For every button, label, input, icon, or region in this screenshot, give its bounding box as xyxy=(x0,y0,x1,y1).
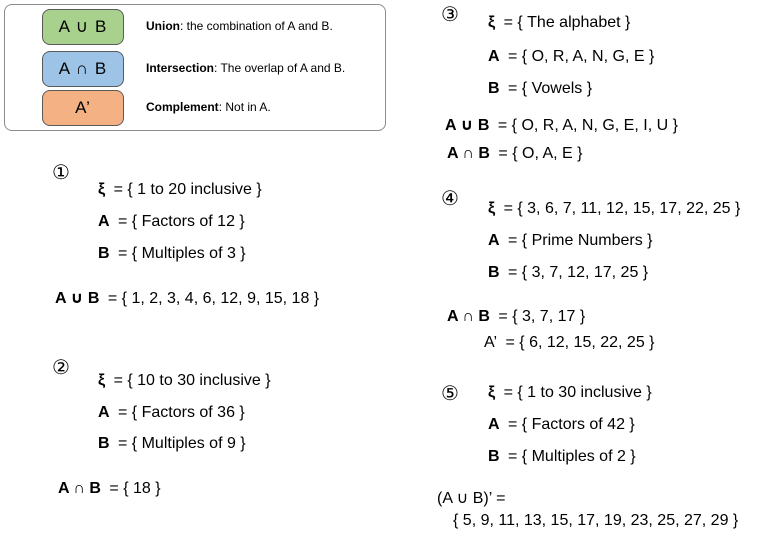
union-desc: : the combination of A and B. xyxy=(180,19,333,33)
intersection-term: Intersection xyxy=(146,61,215,75)
q2-set-a xyxy=(98,404,245,422)
q5-set-a-value: = { Factors of 42 } xyxy=(508,416,635,433)
question-2-number: ② xyxy=(52,355,70,379)
complement-desc: : Not in A. xyxy=(218,100,271,114)
q3-answer-union-label: A ∪ B xyxy=(445,117,490,134)
set-a-label: A xyxy=(98,404,110,421)
q5-answer-value: { 5, 9, 11, 13, 15, 17, 19, 23, 25, 27, 29 } xyxy=(453,512,739,529)
q1-set-a xyxy=(98,213,245,231)
q4-answer-intersection-value: = { 3, 7, 17 } xyxy=(498,308,586,325)
q3-set-a xyxy=(488,48,654,66)
set-a-label: A xyxy=(488,232,500,249)
q2-universal-value: = { 10 to 30 inclusive } xyxy=(113,372,271,389)
q1-answer xyxy=(55,288,319,308)
q3-set-b xyxy=(488,80,592,98)
q1-answer-label: A ∪ B xyxy=(55,290,100,307)
q4-answer-complement xyxy=(484,334,655,352)
xi-symbol: ξ xyxy=(98,372,106,389)
q1-set-a-value: = { Factors of 12 } xyxy=(118,213,245,230)
q4-answer-intersection-label: A ∩ B xyxy=(447,308,490,325)
q5-universal-set xyxy=(488,384,652,402)
set-a-label: A xyxy=(488,48,500,65)
union-symbol-box: A ∪ B xyxy=(42,9,124,45)
q5-set-b xyxy=(488,448,636,466)
q4-universal-value: = { 3, 6, 7, 11, 12, 15, 17, 22, 25 } xyxy=(503,200,741,217)
q3-answer-union-value: = { O, R, A, N, G, E, I, U } xyxy=(497,117,678,134)
xi-symbol: ξ xyxy=(488,200,496,217)
xi-symbol: ξ xyxy=(488,14,496,31)
q2-answer xyxy=(58,480,161,498)
q3-universal-set xyxy=(488,14,630,32)
q5-set-a xyxy=(488,416,635,434)
q3-answer-intersection xyxy=(447,145,582,163)
q3-answer-intersection-value: = { O, A, E } xyxy=(498,145,583,162)
complement-definition xyxy=(146,100,271,114)
intersection-desc: : The overlap of A and B. xyxy=(214,61,346,75)
set-a-label: A xyxy=(488,416,500,433)
union-term: Union xyxy=(146,19,180,33)
q4-answer-complement-label: A’ xyxy=(484,334,498,351)
q4-answer-complement-value: = { 6, 12, 15, 22, 25 } xyxy=(505,334,655,351)
set-b-label: B xyxy=(488,80,500,97)
q3-answer-intersection-label: A ∩ B xyxy=(447,145,490,162)
q4-set-a xyxy=(488,232,653,250)
q3-set-a-value: = { O, R, A, N, G, E } xyxy=(508,48,655,65)
q2-answer-value: = { 18 } xyxy=(109,480,161,497)
q1-set-b-value: = { Multiples of 3 } xyxy=(118,245,246,262)
set-b-label: B xyxy=(98,245,110,262)
q3-set-b-value: = { Vowels } xyxy=(508,80,593,97)
q2-answer-label: A ∩ B xyxy=(58,480,101,497)
set-a-label: A xyxy=(98,213,110,230)
q5-answer-label: (A ∪ B)’ = xyxy=(437,490,506,507)
q2-set-b-value: = { Multiples of 9 } xyxy=(118,435,246,452)
q5-universal-value: = { 1 to 30 inclusive } xyxy=(503,384,652,401)
q4-set-a-value: = { Prime Numbers } xyxy=(508,232,653,249)
q1-set-b xyxy=(98,245,246,263)
question-4-number: ④ xyxy=(441,186,459,210)
q5-set-b-value: = { Multiples of 2 } xyxy=(508,448,636,465)
complement-symbol-box: A’ xyxy=(42,90,124,126)
q3-universal-value: = { The alphabet } xyxy=(503,14,631,31)
question-1-number: ① xyxy=(52,160,70,184)
set-b-label: B xyxy=(488,448,500,465)
complement-term: Complement xyxy=(146,100,219,114)
xi-symbol: ξ xyxy=(488,384,496,401)
q4-answer-intersection xyxy=(447,308,585,326)
union-definition xyxy=(146,19,333,33)
intersection-definition xyxy=(146,61,345,75)
q2-set-b xyxy=(98,435,246,453)
question-5-number: ⑤ xyxy=(441,381,459,405)
intersection-symbol-box: A ∩ B xyxy=(42,51,124,87)
q2-universal-set xyxy=(98,372,271,390)
set-b-label: B xyxy=(98,435,110,452)
q2-set-a-value: = { Factors of 36 } xyxy=(118,404,245,421)
q1-universal-value: = { 1 to 20 inclusive } xyxy=(113,181,262,198)
q3-answer-union xyxy=(445,115,678,135)
question-3-number: ③ xyxy=(441,2,459,26)
q4-universal-set xyxy=(488,200,740,218)
q4-set-b-value: = { 3, 7, 12, 17, 25 } xyxy=(508,264,649,281)
set-b-label: B xyxy=(488,264,500,281)
xi-symbol: ξ xyxy=(98,181,106,198)
q4-set-b xyxy=(488,264,648,282)
q1-answer-value: = { 1, 2, 3, 4, 6, 12, 9, 15, 18 } xyxy=(107,290,320,307)
q1-universal-set xyxy=(98,181,262,199)
